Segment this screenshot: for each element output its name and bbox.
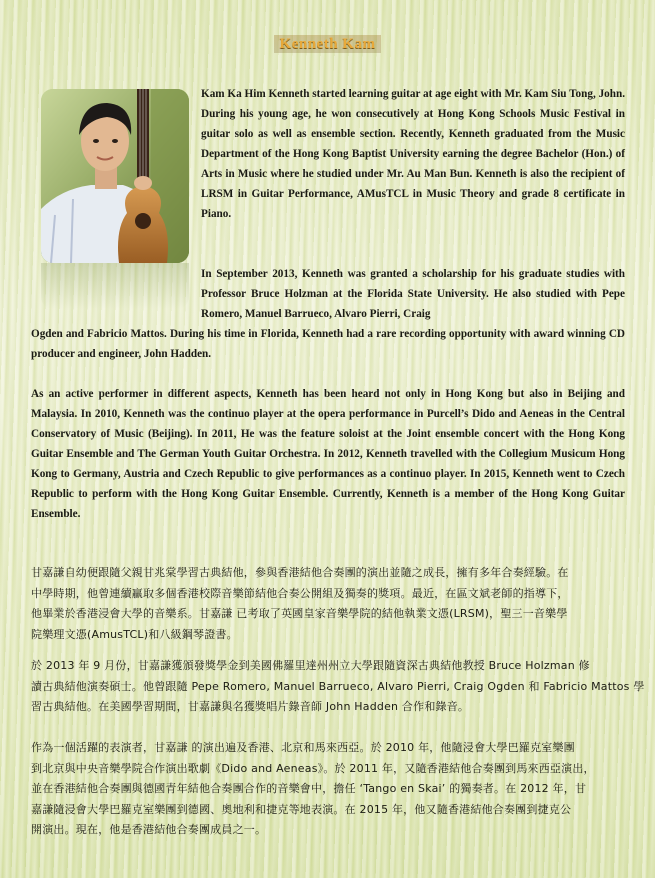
performer-photo-reflection (41, 263, 189, 309)
text-line: 中學時期，他曾連續贏取多個香港校際音樂節結他合奏公開組及獨奏的獎項。最近，在區文斌老師的指導下， (31, 586, 569, 600)
bio-chinese-paragraph-1 (31, 563, 627, 645)
bio-chinese-paragraph-2 (31, 656, 645, 718)
text-line: 嘉謙隨浸會大學巴羅克室樂團到德國、奧地利和捷克等地表演。在 2015 年，他又隨香港結他合奏團到捷克公 (31, 802, 572, 816)
bio-english-paragraph-1: Kam Ka Him Kenneth started learning guitar at age eight with Mr. Kam Siu Tong, John. During his young age, he won consecutively at Hong Kong Schools Music Festival in guitar solo as well as ensemble section. Recently, Kenneth graduated from the Music Department of the Hong Kong Baptist University earning the degree Bachelor (Hon.) of Arts in Music where he studied under Mr. Au Man Bun. Kenneth is also the recipient of LRSM in Guitar Performance, AMusTCL in Music Theory and grade 8 certificate in Piano. (201, 88, 625, 220)
performer-photo-image (41, 89, 189, 263)
text-line: 到北京與中央音樂學院合作演出歌劇《Dido and Aeneas》。於 2011 年，又隨香港結他合奏團到馬來西亞演出， (31, 761, 595, 775)
bio-english-paragraph-3: As an active performer in different aspects, Kenneth has been heard not only in Hong Kong but also in Beijing and Malaysia. In 2010, Kenneth was the continuo player at the opera performance in Purcell’s Dido and Aeneas in the Central Conservatory of Music (Beijing). In 2011, He was the feature soloist at the Joint ensemble concert with the Hong Kong Guitar Ensemble and The German Youth Guitar Orchestra. In 2012, Kenneth travelled with the Collegium Musicum Hong Kong to Germany, Austria and Czech Republic to give performances as a continuo player. In 2015, Kenneth went to Czech Republic to perform with the Hong Kong Guitar Ensemble. Currently, Kenneth is a member of the Hong Kong Guitar Ensemble. (31, 388, 625, 520)
page-title (0, 36, 655, 53)
text-line: 並在香港結他合奏團與德國青年結他合奏團合作的音樂會中，擔任 ‘Tango en Skai’ 的獨奏者。在 2012 年，甘 (31, 782, 587, 795)
text-line: 作為一個活躍的表演者，甘嘉謙 的演出遍及香港、北京和馬來西亞。於 2010 年，他隨浸會大學巴羅克室樂團 (31, 741, 575, 754)
text-line: 於 2013 年 9 月份，甘嘉謙獲頒發獎學金到美國佛羅里達州州立大學跟隨資深古典結他教授 Bruce Holzman 修 (31, 659, 590, 672)
page-title-text: Kenneth Kam (274, 35, 382, 53)
text-line: 院樂理文憑(AmusTCL)和八級鋼琴證書。 (31, 627, 238, 641)
text-line: 開演出。現在，他是香港結他合奏團成員之一。 (31, 823, 267, 836)
performer-photo (41, 89, 189, 263)
text-line: 他畢業於香港浸會大學的音樂系。甘嘉謙 已考取了英國皇家音樂學院的結他執業文憑(LRSM)，聖三一音樂學 (31, 607, 568, 620)
text-line: 習古典結他。在美國學習期間，甘嘉謙與名獲獎唱片錄音師 John Hadden 合作和錄音。 (31, 700, 470, 713)
bio-english-paragraph-2-rest: Ogden and Fabricio Mattos. During his time in Florida, Kenneth had a rare recording opportunity with award winning CD producer and engineer, John Hadden. (31, 328, 625, 360)
bio-chinese-paragraph-3 (31, 738, 627, 841)
text-line: 讀古典結他演奏碩士。他曾跟隨 Pepe Romero, Manuel Barrueco, Alvaro Pierri, Craig Ogden 和 Fabricio Mattos 學 (31, 679, 645, 693)
text-line: 甘嘉謙自幼便跟隨父親甘兆棠學習古典結他，參與香港結他合奏團的演出並隨之成長，擁有多年合奏經驗。在 (31, 566, 569, 579)
bio-english-paragraph-2-lead: In September 2013, Kenneth was granted a scholarship for his graduate studies with Professor Bruce Holzman at the Florida State University. He also studied with Pepe Romero, Manuel Barrueco, Alvaro Pierri, Craig (201, 268, 625, 320)
